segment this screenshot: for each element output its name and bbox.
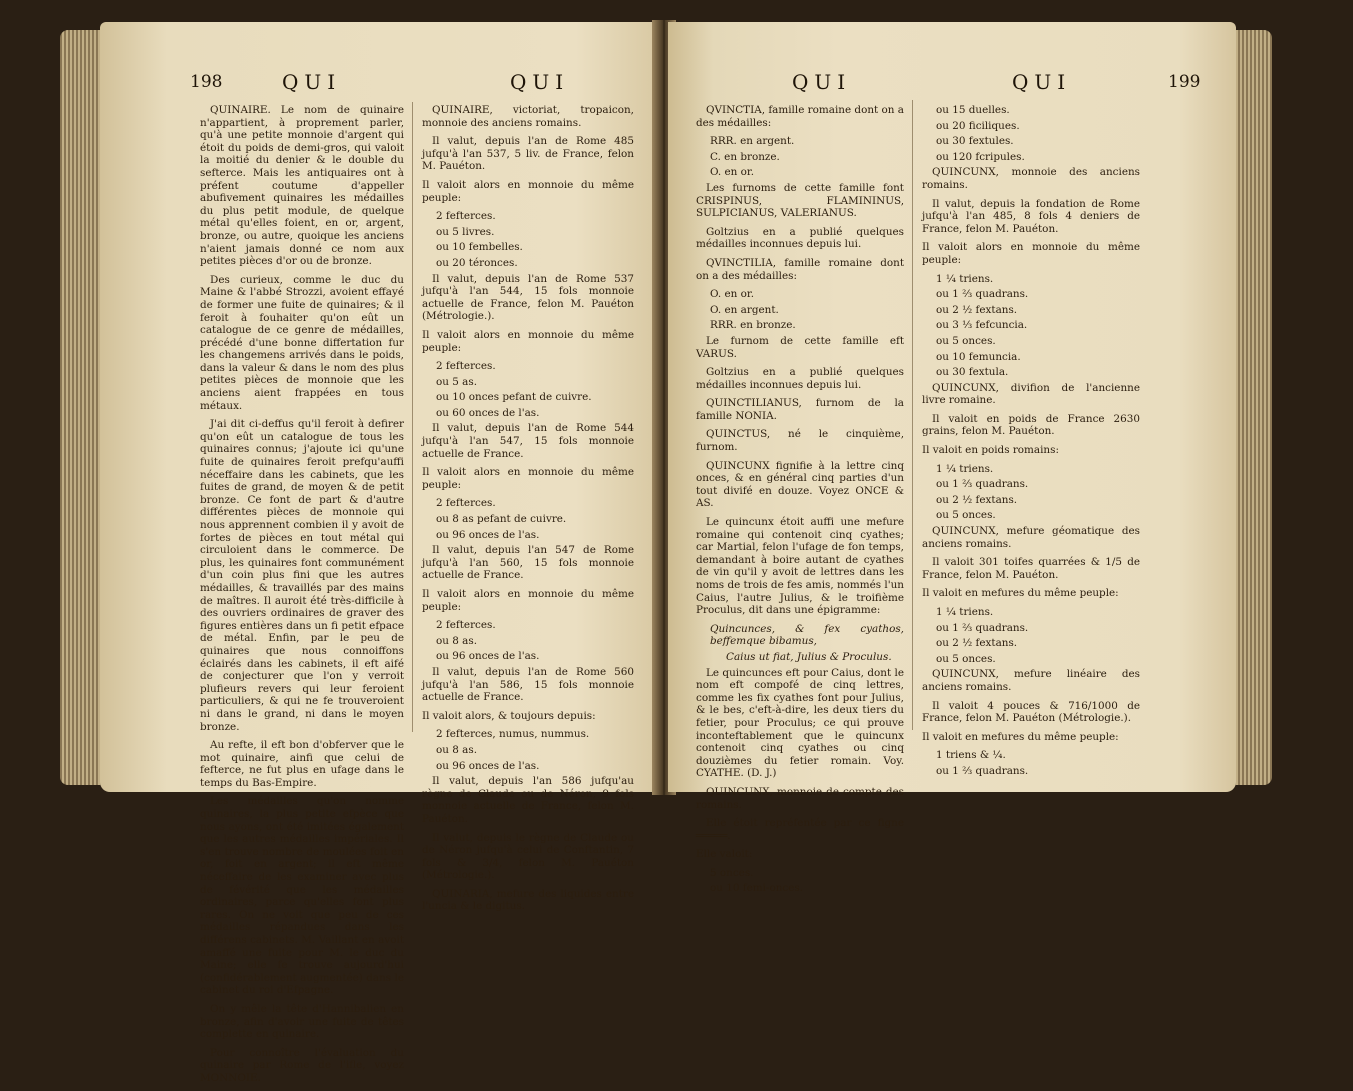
left-column-2 (422, 104, 634, 919)
right-page-number: 199 (1168, 72, 1201, 92)
right-column-1 (696, 104, 904, 898)
paragraph: Il valut, depuis le règne de Claude ou de Néron jufqu'à celui de Conftantin, 7 fols & 3/4, felon M. Pauéton (Métrologie.). (422, 831, 634, 882)
list-item: ou 20 téronces. (436, 256, 518, 269)
right-running-head-2: QUI (1012, 70, 1072, 94)
paragraph: Goltzius en a publié quelques médailles inconnues depuis lui. (696, 366, 904, 391)
list-item: ou 5 onces. (936, 509, 996, 522)
list-item: 2 fefterces, numus, nummus. (436, 728, 590, 741)
list-item: RRR. en argent. (710, 135, 795, 148)
list-item: ou 1 ⅔ quadrans. (936, 478, 1029, 491)
paragraph: Le furnom de cette famille eft VARUS. (696, 334, 904, 360)
paragraph: Il valoit alors en monnoie du même peuple: (422, 588, 634, 613)
paragraph: Elle étoit repréfentée par ce figne ═════. (696, 817, 904, 842)
verse-line: Caius ut fiat, Julius & Proculus. (726, 650, 892, 663)
right-page-edges (1232, 30, 1272, 785)
paragraph: Il valoit alors en monnoie du même peuple: (422, 178, 634, 204)
column-rule (912, 100, 913, 730)
paragraph: On y mêle la tête d'Hannibalien en bronze, afin d'avoir une fuite de têtes complette en quinaire. (200, 1002, 404, 1041)
list-item: ou 1 ⅔ quadrans. (936, 621, 1029, 634)
left-running-head-2: QUI (510, 70, 570, 94)
list-item: ou 96 onces de l'as. (436, 759, 540, 772)
list-item: ou 10 femuncia. (936, 350, 1021, 363)
left-page-number: 198 (190, 72, 223, 92)
left-page-edges (60, 30, 104, 785)
list-item: ou 10 onces pefant de cuivre. (436, 391, 592, 404)
list-item: ou 10 femi-onces. (710, 882, 804, 895)
list-item: ou 10 fembelles. (436, 241, 523, 254)
list-item: ou 20 ficiliques. (936, 119, 1020, 132)
paragraph: Il valoit alors en monnoie du même peuple: (422, 328, 634, 354)
list-item: ou 5 as. (436, 375, 477, 388)
paragraph: Il valut, depuis l'an de Rome 544 jufqu'à l'an 547, 15 fols monnoie actuelle de France. (422, 422, 634, 460)
list-item: ou 8 as. (436, 743, 477, 756)
left-running-head-1: QUI (282, 70, 342, 94)
paragraph: Il valoit alors en monnoie du même peuple: (422, 466, 634, 491)
paragraph: Il valoit alors en monnoie du même peuple: (922, 241, 1140, 266)
paragraph: Les médailles qu'on nomme quinaires, la plus petite efpèce que nous ayons, ont été imitées également que les autres médailles impériales. Il s'en trouve nombre de moulées foit en or, foit en argent; il eft même néceffaire de les examiner avec plus de févérité que les médailles ordinaires, parce qu'elles font plus rares. On ne voit que peu de ces médailles répandues dans les différens cabinets. M. Vaillant en avoit amaffé une fuite pour M. le duc du Maine; elle fe trouve aujourd'hui (confidérablement augmentée) dans le cabinet du roi d'Efpagne. (200, 795, 404, 997)
list-item: O. en or. (710, 288, 755, 301)
list-item: ou 5 onces. (936, 652, 996, 665)
list-item: O. en or. (710, 166, 755, 179)
paragraph: Il valoit alors, & toujours depuis: (422, 709, 596, 722)
right-running-head-1: QUI (792, 70, 852, 94)
paragraph: Il valut, depuis l'an de Rome 485 jufqu'à l'an 537, 5 liv. de France, felon M. Pauéton. (422, 135, 634, 173)
entry-heading: QUINCUNX, mefure géomatique des anciens romains. (922, 525, 1140, 550)
paragraph: J'ai dit ci-deffus qu'il feroit à defirer qu'on eût un catalogue de tous les quinaires connus; j'ajoute ici qu'une fuite de quinaires feroit prefqu'auffi néceffaire dans les cabinets, que les fuites de grand, de moyen & de petit bronze. Ce font de part & d'autre différentes pièces de monnoie qui nous apprennent combien il y avoit de fortes de pièces en tout métal qui circuloient dans le commerce. De plus, les quinaires font communément d'un coin plus fini que les autres médailles, & travaillés par des mains de maîtres. Il auroit été très-difficile à des ouvriers ordinaires de graver des figures entières dans un fi petit efpace de métal. Enfin, par le peu de quinaires que nous connoiffons éclairés dans les cabinets, il eft aifé de conjecturer que l'on y verroit plufieurs revers qui leur feroient particuliers, & qui ne fe trouveroient ni dans le grand, ni dans le moyen bronze. (200, 418, 404, 733)
entry-heading: QUINCUNX, divifion de l'ancienne livre romaine. (922, 381, 1140, 407)
paragraph: Il valoit en poids romains: (922, 444, 1059, 457)
left-page (100, 22, 660, 1084)
list-item: ou 96 onces de l'as. (436, 650, 540, 663)
list-item: 1 ¼ triens. (936, 272, 994, 285)
paragraph: Les furnoms de cette famille font CRISPINUS, FLAMININUS, SULPICIANUS, VALERIANUS. (696, 181, 904, 220)
list-item: ou 30 fextules. (936, 135, 1014, 148)
list-item: ou 3 ⅓ fefcuncia. (936, 319, 1028, 332)
paragraph: Il valoit en mefures du même peuple: (922, 730, 1119, 743)
list-item: ou 96 onces de l'as. (436, 528, 540, 541)
entry-heading: QUINCTILIANUS, furnom de la famille NONIA. (696, 397, 904, 422)
list-item: ou 1 ⅔ quadrans. (936, 764, 1029, 777)
list-item: 2 fefterces. (436, 619, 496, 632)
paragraph: Le quincunx étoit auffi une mefure romaine qui contenoit cinq cyathes; car Martial, felon l'ufage de fon temps, demandant à boire autant de cyathes de vin qu'il y avoit de lettres dans les noms de trois de fes amis, nommés l'un Caius, l'autre Julius, & le troifième Proculus, dit dans une épigramme: (696, 516, 904, 617)
list-item: ou 15 duelles. (936, 104, 1010, 116)
entry-heading: QUINAIRE, victoriat, tropaicon, monnoie des anciens romains. (422, 104, 634, 129)
paragraph: Il valoit 301 toifes quarrées & 1/5 de France, felon M. Pauéton. (922, 556, 1140, 581)
left-column-1 (200, 104, 404, 1091)
list-item: 1 ¼ triens. (936, 462, 994, 475)
list-item: 1 triens & ¼. (936, 749, 1006, 762)
paragraph: Il valut, depuis l'an 547 de Rome jufqu'à l'an 560, 15 fols monnoie actuelle de France. (422, 544, 634, 582)
paragraph: Il valut, depuis l'an 586 jufqu'au règne de Claude ou de Néron, 9 fols monnoie actuelle de France, felon M. Pauéton. (422, 775, 634, 825)
list-item: ou 2 ½ fextans. (936, 637, 1018, 650)
verse-line: Quincunces, & fex cyathos, beffemque bibamus, (710, 622, 904, 648)
column-rule (412, 102, 413, 732)
paragraph: Il valut, depuis l'an de Rome 537 jufqu'à l'an 544, 15 fols monnoie actuelle de France, felon M. Pauéton (Métrologie.). (422, 272, 634, 323)
list-item: ou 5 livres. (436, 225, 495, 238)
paragraph: Goltzius en a publié quelques médailles inconnues depuis lui. (696, 225, 904, 251)
list-item: 5 onces. (710, 866, 754, 879)
list-item: 1 ¼ triens. (936, 606, 994, 618)
list-item: ou 120 fcripules. (936, 150, 1025, 163)
list-item: ou 30 fextula. (936, 366, 1009, 379)
list-item: 2 fefterces. (436, 360, 496, 373)
list-item: ou 5 onces. (936, 334, 996, 347)
right-page (668, 22, 1236, 895)
paragraph: Il valoit 4 pouces & 716/1000 de France, felon M. Pauéton (Métrologie.). (922, 699, 1140, 725)
entry-heading: QUINCUNX, monnoie de compte des romains. (696, 785, 904, 811)
list-item: ou 60 onces de l'as. (436, 406, 540, 419)
paragraph: Au refte, il eft bon d'obferver que le mot quinaire, ainfi que celui de fefterce, ne fut plus en ufage dans le temps du Bas-Empire. (200, 739, 404, 789)
list-item: 2 fefterces. (436, 497, 496, 510)
paragraph: QUINAIRE. Le nom de quinaire n'appartient, à proprement parler, qu'à une petite monnoie d'argent qui étoit du poids de demi-gros, qui valoit la moitié du denier & le double du sefterce. Mais les antiquaires ont à préfent coutume d'appeller abufivement quinaires les médailles du plus petit module, de quelque métal qu'elles foient, en or, argent, bronze, ou autre, quoique les anciens n'aient jamais donné ce nom aux petites pièces d'or ou de bronze. (200, 104, 404, 268)
paragraph: QUINARIA, mefure des liquides entre l'uncia & le digitus. (422, 887, 634, 913)
paragraph: Pour connoître l'évaluation du quinaire par Rome de l'ifle, voyez MONNOIE. (200, 1046, 404, 1084)
list-item: ou 1 ⅔ quadrans. (936, 288, 1029, 301)
list-item: 2 fefterces. (436, 210, 496, 223)
entry-heading: QUINCUNX fignifie à la lettre cinq onces, & en général cinq parties d'un tout divifé en douze. Voyez ONCE & AS. (696, 459, 904, 510)
paragraph: Il valut, depuis l'an de Rome 560 jufqu'à l'an 586, 15 fols monnoie actuelle de France. (422, 665, 634, 704)
entry-heading: QVINCTILIA, famille romaine dont on a des médailles: (696, 256, 904, 282)
paragraph: Elle valoit: (696, 848, 753, 861)
entry-heading: QUINCUNX, monnoie des anciens romains. (922, 166, 1140, 191)
list-item: ou 8 as. (436, 634, 477, 647)
paragraph: Il valoit en poids de France 2630 grains, felon M. Pauéton. (922, 412, 1140, 438)
entry-heading: QUINCUNX, mefure linéaire des anciens romains. (922, 668, 1140, 693)
list-item: ou 8 as pefant de cuivre. (436, 513, 567, 526)
list-item: ou 2 ½ fextans. (936, 493, 1018, 506)
right-column-2 (922, 104, 1140, 781)
list-item: O. en argent. (710, 303, 779, 316)
list-item: RRR. en bronze. (710, 319, 796, 332)
list-item: C. en bronze. (710, 150, 780, 163)
paragraph: Il valoit en mefures du même peuple: (922, 587, 1119, 600)
entry-heading: QUINCTUS, né le cinquième, furnom. (696, 428, 904, 454)
paragraph: Des curieux, comme le duc du Maine & l'abbé Strozzi, avoient effayé de former une fuite de quinaires; & il feroit à fouhaiter qu'on eût un catalogue de ce genre de médailles, précédé d'une bonne differtation fur les changemens arrivés dans le poids, dans la valeur & dans le nom des plus petites pièces de monnoie que les anciens aient frappées en tous métaux. (200, 273, 404, 412)
paragraph: Le quincunces eft pour Caius, dont le nom eft compofé de cinq lettres, comme les fix cyathes font pour Julius, & le bes, c'eft-à-dire, les deux tiers du fetier, pour Proculus; ce qui prouve inconteftablement que le quincunx contenoit cinq cyathes ou cinq douzièmes du fetier romain. Voy. CYATHE. (D. J.) (696, 666, 904, 780)
paragraph: Il valut, depuis la fondation de Rome jufqu'à l'an 485, 8 fols 4 deniers de France, felon M. Pauéton. (922, 197, 1140, 235)
list-item: ou 2 ½ fextans. (936, 303, 1018, 316)
entry-heading: QVINCTIA, famille romaine dont on a des médailles: (696, 104, 904, 129)
